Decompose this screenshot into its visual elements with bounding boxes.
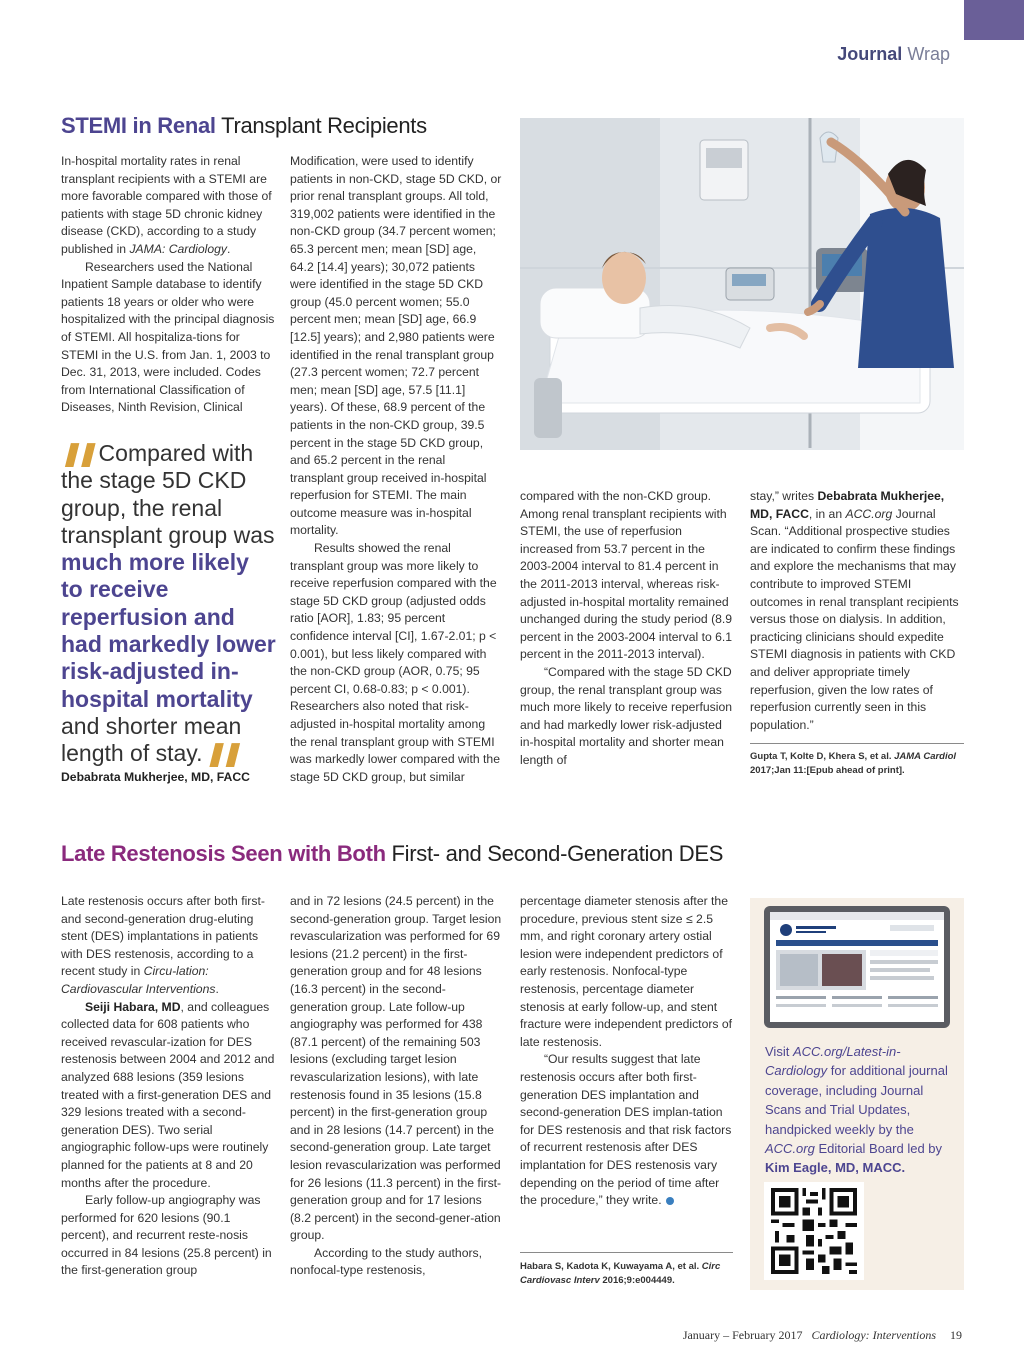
qr-code-icon[interactable] [764,1182,864,1280]
article1-column-4 [750,488,964,734]
corner-tab [964,0,1024,40]
pull-quote-attribution: Debabrata Mukherjee, MD, FACC [61,770,250,784]
nurse-patient-illustration [520,118,964,450]
article2-reference: Habara S, Kadota K, Kuwayama A, et al. Circ Cardiovasc Interv 2016;9:e004449. [520,1261,721,1286]
article2-column-1 [61,893,275,1280]
page-footer: January – February 2017 Cardiology: Interventions 19 [682,1328,962,1342]
article2-column-3 [520,893,733,1210]
website-screenshot [770,912,944,1022]
article1-title: STEMI in Renal Transplant Recipients [61,113,427,138]
paragraph: In-hospital mortality rates in renal transplant recipients with a STEMI are more favorable compared with those of patients with stage 5D chronic kidney disease (CKD), according to a study published in JAMA: Cardiology. [61,154,272,256]
paragraph: compared with the non-CKD group. Among renal transplant recipients with STEMI, the use of reperfusion increased from 53.7 percent in the 2003-2004 interval to 81.4 percent in the 2011-2013 interval, whereas risk-adjusted in-hospital mortality remained unchanged during the study period (8.9 percent in the 2003-2004 interval to 6.1 percent in the 2011-2013 interval). [520,489,733,662]
paragraph: Modification, were used to identify patients in non-CKD, stage 5D CKD, or prior renal transplant groups. All told, 319,002 patients were identified in the non-CKD group (34.7 percent women; 65.3 percent men; mean [SD] age, 64.2 [14.4] years); 30,072 patients were identified in the stage 5D CKD group (45.0 percent women; 55.0 percent men; mean [SD] age, 66.9 [12.5] years); and 2,980 patients were identified in the renal transplant group (27.3 percent women; 72.7 percent men; mean [SD] age, 57.5 [11.1] years). Of these, 68.9 percent of the patients in the non-CKD group, 39.5 percent in the stage 5D CKD group, and 65.2 percent in the renal transplant group received in-hospital reperfusion for STEMI. The main outcome measure was in-hospital mortality. [290,154,502,538]
paragraph: Early follow-up angiography was performed for 620 lesions (90.1 percent), and recurrent reste-nosis occurred in 84 lesions (25.8 percent) in the first-generation group [61,1193,272,1278]
paragraph: “Compared with the stage 5D CKD group, the renal transplant group was much more likely to receive reperfusion and had markedly lower risk-adjusted in-hospital mortality and shorter mean length of [520,664,733,767]
reference-divider [520,1252,733,1253]
paragraph: Seiji Habara, MD, and colleagues collected data for 608 patients who received revascular-ization for DES restenosis between 2004 and 2012 and analyzed 688 lesions (359 lesions treated with a first-generation DES and 329 lesions treated with a second-generation DES). Two serial angiographic follow-ups were routinely planned for the patients at 8 and 20 months after the procedure. [61,999,275,1190]
paragraph: and in 72 lesions (24.5 percent) in the second-generation group. Target lesion revascularization was performed for 69 lesions (21.2 percent) in the first-generation group and for 48 lesions (16.3 percent) in the second-generation group. Late follow-up angiography was performed for 438 (87.1 percent) of the remaining 503 lesions (excluding target lesion revascularization lesions), with late restenosis found in 35 lesions (15.8 percent) in the first-generation group and in 28 lesions (14.7 percent) in the second-generation group. Late target lesion revascularization was performed for 26 lesions (11.3 percent) in the first-generation group and for 17 lesions (8.2 percent) in the second-gener-ation group. [290,894,502,1243]
quote-close-mark: ❚❚ [205,740,239,767]
end-mark-icon [666,1197,674,1205]
reference-divider [750,743,964,744]
page-number: 19 [950,1328,962,1342]
paragraph: Results showed the renal transplant group was more likely to receive reperfusion compared with the stage 5D CKD group (adjusted odds ratio [AOR], 1.83; 95 percent confidence interval [CI], 1.67-2.01; p < 0.001), but less likely compared with the non-CKD group (AOR, 0.75; 95 percent CI, 0.68-0.83; p < 0.001). Researchers also noted that risk-adjusted in-hospital mortality among the renal transplant group with STEMI was markedly lower compared with the stage 5D CKD group, but similar [290,541,500,784]
sidebar-link[interactable]: ACC.org/Latest-in-Cardiology [765,1044,901,1079]
article1-column-1 [61,153,275,417]
article1-column-2 [290,153,502,786]
paragraph: Late restenosis occurs after both first- and second-generation drug-eluting stent (DES) implantations in patients with DES restenosis, according to a recent study in Circu-lation: Cardiovascular Interventions. [61,894,265,996]
pull-quote: ❚❚ Compared with the stage 5D CKD group, the renal transplant group was much more likely to receive reperfusion and had markedly lower risk-adjusted in-hospital mortality and shorter mean length of stay. ❚❚ [61,440,276,767]
quote-open-mark: ❚❚ [61,440,94,466]
paragraph: Researchers used the National Inpatient Sample database to identify patients 18 years or older who were hospitalized with the principal diagnosis of STEMI. All hospitaliza-tions for STEMI in the U.S. from Jan. 1, 2003 to Dec. 31, 2013, were included. Codes from International Classification of Diseases, Ninth Revision, Clinical [61,259,275,415]
sidebar-text: Visit ACC.org/Latest-in-Cardiology for additional journal coverage, including Journal Scans and Trial Updates, handpicked weekly by the ACC.org Editorial Board led by Kim Eagle, MD, MACC. [765,1044,948,1176]
paragraph: percentage diameter stenosis after the procedure, previous stent size ≤ 2.5 mm, and right coronary artery ostial lesion were independent predictors of early restenosis. Nonfocal-type restenosis, percentage diameter stenosis at early follow-up, and stent fracture were independent predictors of late restenosis. [520,894,733,1049]
paragraph: “Our results suggest that late restenosis occurs after both first-generation DES implantation and second-generation DES implan-tation for DES restenosis and that risk factors of recurrent restenosis after DES implantation for DES restenosis vary depending on the period of time after the procedure,” they write. [520,1052,732,1208]
article2-column-2 [290,893,502,1280]
section-label: Journal Wrap [837,44,950,64]
article1-column-3 [520,488,733,770]
article1-reference: Gupta T, Kolte D, Khera S, et al. JAMA Cardiol 2017;Jan 11:[Epub ahead of print]. [750,751,957,776]
paragraph: stay,” writes Debabrata Mukherjee, MD, FACC, in an ACC.org Journal Scan. “Additional prospective studies are indicated to confirm these findings and explore the mechanisms that may contribute to improved STEMI outcomes in renal transplant recipients versus those on dialysis. In addition, practicing clinicians should expedite STEMI diagnosis in patients with CKD and deliver appropriate timely reperfusion, given the low rates of reperfusion currently seen in this population.” [750,489,959,732]
hospital-photo [520,118,964,450]
article2-title: Late Restenosis Seen with Both First- and Second-Generation DES [61,841,724,866]
paragraph: According to the study authors, nonfocal-type restenosis, [290,1245,483,1278]
laptop-icon [764,906,950,1028]
